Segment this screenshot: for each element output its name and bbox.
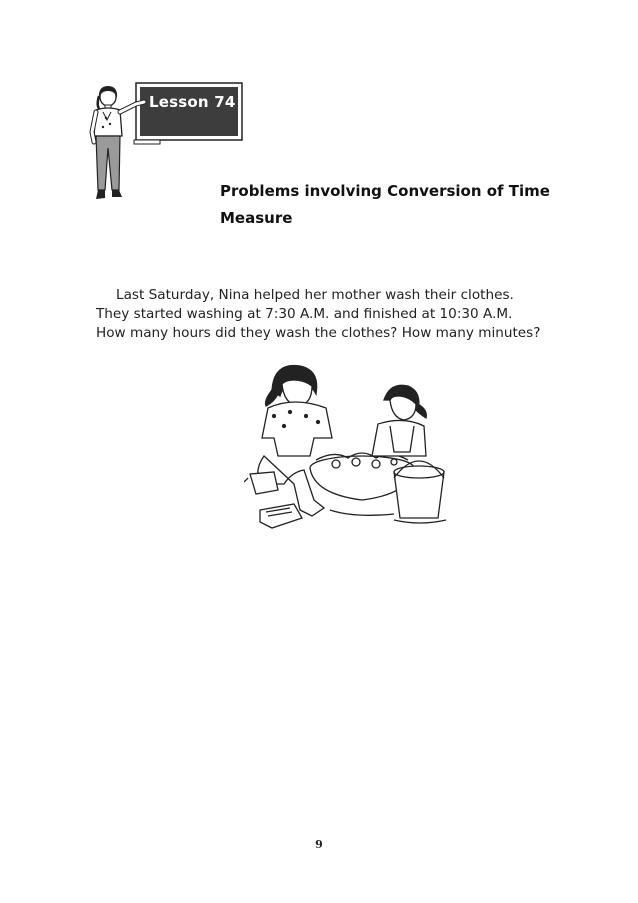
page-number: 9 bbox=[315, 838, 323, 851]
word-problem-text: Last Saturday, Nina helped her mother wash their clothes. They started washing at 7:30 A.M. and finished at 10:30 A.M. How many hours did they wash the clothes? How many minutes? bbox=[96, 287, 541, 341]
mother-and-daughter-washing-clothes-illustration bbox=[244, 360, 454, 545]
lesson-title: Problems involving Conversion of Time Measure bbox=[220, 182, 550, 227]
lesson-number-label: Lesson 74 bbox=[149, 93, 236, 111]
